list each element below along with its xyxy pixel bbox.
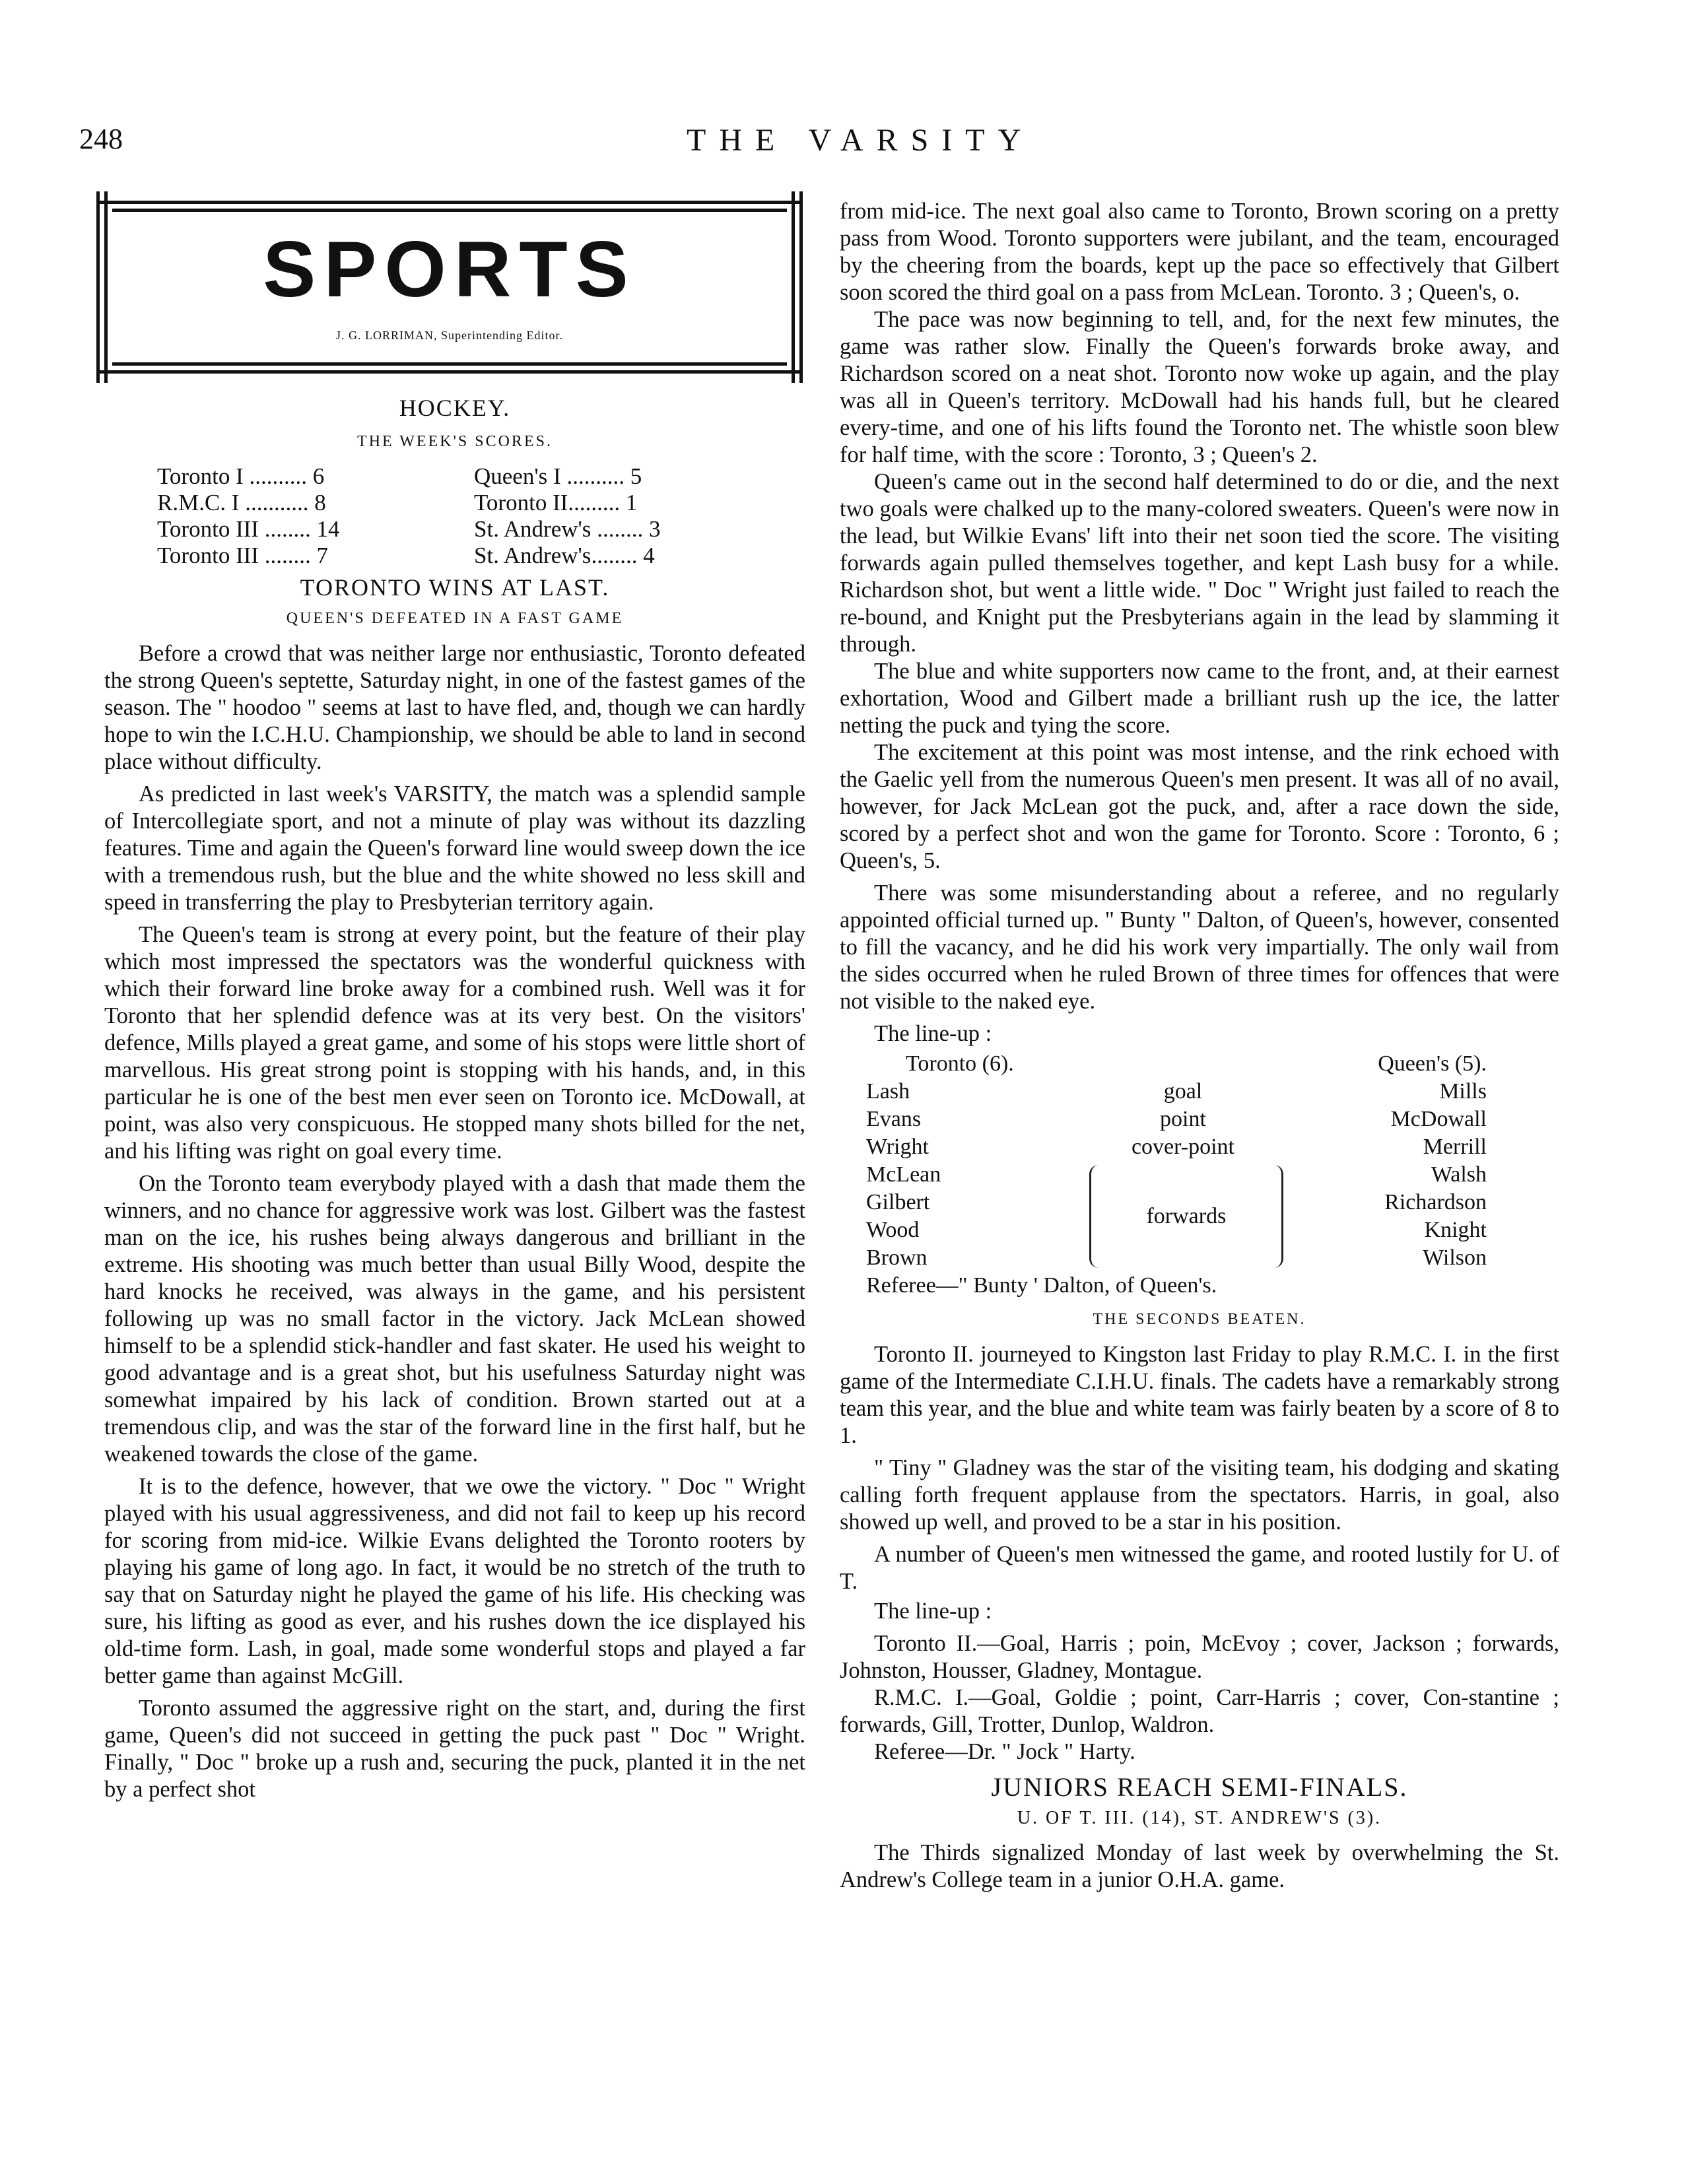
- paragraph: from mid-ice. The next goal also came to Toronto, Brown scoring on a pretty pass from Wood. Toronto supporters were jubilant, and the team, encouraged by the cheering from the boards, kept up the pace so effectively that Gilbert soon scored the third goal on a pass from McLean. Toronto. 3 ; Queen's, o.: [840, 199, 1559, 305]
- paragraph: It is to the defence, however, that we owe the victory. " Doc " Wright played with his usual aggressiveness, and did not fail to keep up his record for scoring from mid-ice. Wilkie Evans delighted the Toronto rooters by playing his game of long ago. In fact, it would be no stretch of the truth to say that on Saturday night he played the game of his life. His checking was sure, his lifting as good as ever, and his rushes down the ice displayed his old-time form. Lash, in goal, made some wonderful stops and played a far better game than against McGill.: [104, 1474, 805, 1688]
- lineup-away-player: McDowall: [1390, 1107, 1487, 1131]
- lineup-team-away: Queen's (5).: [1378, 1051, 1487, 1076]
- score-away: St. Andrew's........ 4: [474, 543, 655, 568]
- paragraph: Referee—Dr. " Jock " Harty.: [874, 1739, 1135, 1764]
- forward-home: Gilbert: [866, 1190, 930, 1214]
- forward-home: McLean: [866, 1162, 941, 1187]
- sports-editor: J. G. LORRIMAN, Superintending Editor.: [336, 329, 563, 342]
- hockey-heading: HOCKEY.: [399, 395, 511, 421]
- lineup-table: [866, 1050, 1559, 1300]
- paragraph: Toronto assumed the aggressive right on the start, and, during the first game, Queen's did not succeed in getting the puck past " Doc " Wright. Finally, " Doc " broke up a rush and, securing the puck, planted it in the net by a perfect shot: [104, 1696, 805, 1802]
- lineup-position: point: [1160, 1107, 1206, 1131]
- paragraph: R.M.C. I.—Goal, Goldie ; point, Carr-Harris ; cover, Con-stantine ; forwards, Gill, Trotter, Dunlop, Waldron.: [840, 1685, 1559, 1737]
- lineup-position: goal: [1163, 1079, 1203, 1104]
- article-title: TORONTO WINS AT LAST.: [300, 574, 610, 601]
- forwards-home: [866, 1161, 1089, 1272]
- paragraph: Toronto II.—Goal, Harris ; poin, McEvoy ; cover, Jackson ; forwards, Johnston, Housser, Gladney, Montague.: [840, 1631, 1559, 1683]
- paragraph: The Queen's team is strong at every point, but the feature of their play which most impressed the spectators was the wonderful quickness with which their forward line broke away for a combined rush. Well was it for Toronto that her splendid defence was at its very best. On the visitors' defence, Mills played a great game, and some of his stops were little short of marvellous. His great strong point is stopping with his hands, and, in this particular he is one of the best men ever seen on Toronto ice. McDowall, at point, was also very conspicuous. He stopped many shots billed for the net, and his lifting was right on goal every time.: [104, 922, 805, 1164]
- forward-away: Richardson: [1384, 1190, 1487, 1214]
- running-title: THE VARSITY: [687, 123, 1034, 158]
- paragraph: On the Toronto team everybody played with a dash that made them the winners, and no chance for aggressive work was lost. Gilbert was the fastest man on the ice, his rushes being always dangerous and brilliant in the extreme. His shooting was much better than usual Billy Wood, despite the hard knocks he received, was always in the game, and his persistent following up was no small factor in the victory. Jack McLean showed himself to be a splendid stick-handler and fast skater. He used his weight to good advantage and is a great shot, but his usefulness Saturday night was somewhat impaired by his lack of condition. Brown started out at a tremendous clip, and was the star of the forward line in the first half, but he weakened towards the close of the game.: [104, 1171, 805, 1467]
- forward-home: Brown: [866, 1245, 928, 1270]
- forwards-label: forwards: [1146, 1204, 1227, 1228]
- banner-bottom-rule-inner: [112, 362, 787, 366]
- right-column: [840, 198, 1559, 1894]
- juniors-subheading: U. OF T. III. (14), ST. ANDREW'S (3).: [1017, 1808, 1382, 1828]
- lineup-home-player: Evans: [866, 1107, 922, 1131]
- scores-table: [157, 463, 805, 569]
- lineup-row: [866, 1133, 1487, 1161]
- banner-top-rule-inner: [112, 209, 787, 212]
- paragraph: The line-up :: [874, 1599, 992, 1624]
- page-number: 248: [79, 123, 123, 155]
- lineup-forwards: [866, 1161, 1487, 1272]
- lineup-position: cover-point: [1131, 1135, 1235, 1159]
- paragraph: Before a crowd that was neither large nor enthusiastic, Toronto defeated the strong Queen's septette, Saturday night, in one of the fastest games of the season. The " hoodoo " seems at last to have fled, and, though we can hardly hope to win the I.C.H.U. Championship, we should be able to land in second place without difficulty.: [104, 641, 805, 774]
- sports-title: SPORTS: [263, 225, 636, 314]
- lineup-intro: The line-up :: [874, 1021, 992, 1046]
- forwards-brace: [1089, 1165, 1283, 1268]
- score-away: St. Andrew's ........ 3: [474, 516, 661, 542]
- lineup-team-home: Toronto (6).: [906, 1051, 1014, 1076]
- score-home: Toronto III ........ 14: [157, 516, 340, 542]
- banner-top-rule: [96, 201, 803, 204]
- lineup-row: [866, 1078, 1487, 1106]
- paragraph: A number of Queen's men witnessed the game, and rooted lustily for U. of T.: [840, 1542, 1559, 1594]
- paragraph: There was some misunderstanding about a referee, and no regularly appointed official turned up. " Bunty " Dalton, of Queen's, however, consented to fill the vacancy, and he did his work very impartially. The only wail from the sides occurred when he ruled Brown of three times for offences that were not visible to the naked eye.: [840, 880, 1559, 1014]
- seconds-heading: THE SECONDS BEATEN.: [1093, 1311, 1306, 1328]
- sports-banner: [96, 191, 803, 383]
- forward-away: Wilson: [1423, 1245, 1487, 1270]
- lineup-away-player: Mills: [1439, 1079, 1487, 1104]
- paragraph: The Thirds signalized Monday of last week by overwhelming the St. Andrew's College team in a junior O.H.A. game.: [840, 1840, 1559, 1892]
- paragraph: " Tiny " Gladney was the star of the visiting team, his dodging and skating calling forth frequent applause from the spectators. Harris, in goal, also showed up well, and proved to be a star in his position.: [840, 1455, 1559, 1535]
- score-away: Toronto II......... 1: [474, 490, 638, 515]
- paragraph: The pace was now beginning to tell, and, for the next few minutes, the game was rather slow. Finally the Queen's forwards broke away, and Richardson scored on a neat shot. Toronto now woke up again, and the play was all in Queen's territory. McDowall had his hands full, but he cleared every-time, and one of his lifts found the Toronto net. The whistle soon blew for half time, with the score : Toronto, 3 ; Queen's 2.: [840, 307, 1559, 467]
- lineup-row: [866, 1106, 1487, 1133]
- lineup-home-player: Wright: [866, 1135, 929, 1159]
- weeks-scores-heading: THE WEEK'S SCORES.: [357, 433, 553, 450]
- banner-bottom-rule: [96, 370, 803, 374]
- score-home: R.M.C. I ........... 8: [157, 490, 326, 515]
- paragraph: As predicted in last week's VARSITY, the match was a splendid sample of Intercollegiate sport, and not a minute of play was without its dazzling features. Time and again the Queen's forward line would sweep down the ice with a tremendous rush, but the blue and the white showed no less skill and speed in transferring the play to Presbyterian territory again.: [104, 781, 805, 915]
- paragraph: Toronto II. journeyed to Kingston last Friday to play R.M.C. I. in the first game of the Intermediate C.I.H.U. finals. The cadets have a remarkably strong team this year, and the blue and white team was fairly beaten by a score of 8 to 1.: [840, 1342, 1559, 1448]
- juniors-heading: JUNIORS REACH SEMI-FINALS.: [991, 1772, 1408, 1802]
- paragraph: The excitement at this point was most intense, and the rink echoed with the Gaelic yell from the numerous Queen's men present. It was all of no avail, however, for Jack McLean got the puck, and, after a race down the side, scored by a perfect shot and won the game for Toronto. Score : Toronto, 6 ; Queen's, 5.: [840, 740, 1559, 873]
- lineup-away-player: Merrill: [1423, 1135, 1487, 1159]
- forwards-away: [1283, 1161, 1487, 1272]
- forward-home: Wood: [866, 1218, 920, 1242]
- score-home: Toronto I .......... 6: [157, 463, 325, 489]
- score-away: Queen's I .......... 5: [474, 463, 642, 489]
- article-subtitle: QUEEN'S DEFEATED IN A FAST GAME: [286, 610, 624, 627]
- lineup-referee: Referee—" Bunty ' Dalton, of Queen's.: [866, 1273, 1217, 1298]
- forward-away: Knight: [1424, 1218, 1487, 1242]
- lineup-teams: [866, 1050, 1487, 1078]
- forward-away: Walsh: [1431, 1162, 1487, 1187]
- left-column: [104, 191, 805, 1803]
- paragraph: Queen's came out in the second half determined to do or die, and the next two goals were chalked up to the many-colored sweaters. Queen's were now in the lead, but Wilkie Evans' lift into their net soon tied the score. The visiting forwards again pulled themselves together, and kept Lash busy for a while. Richardson shot, but went a little wide. " Doc " Wright just failed to reach the re-bound, and Knight put the Presbyterians again in the lead by slamming it through.: [840, 469, 1559, 657]
- lineup-home-player: Lash: [866, 1079, 910, 1104]
- score-home: Toronto III ........ 7: [157, 543, 329, 568]
- paragraph: The blue and white supporters now came to the front, and, at their earnest exhortation, Wood and Gilbert made a brilliant rush up the ice, the latter netting the puck and tying the score.: [840, 659, 1559, 738]
